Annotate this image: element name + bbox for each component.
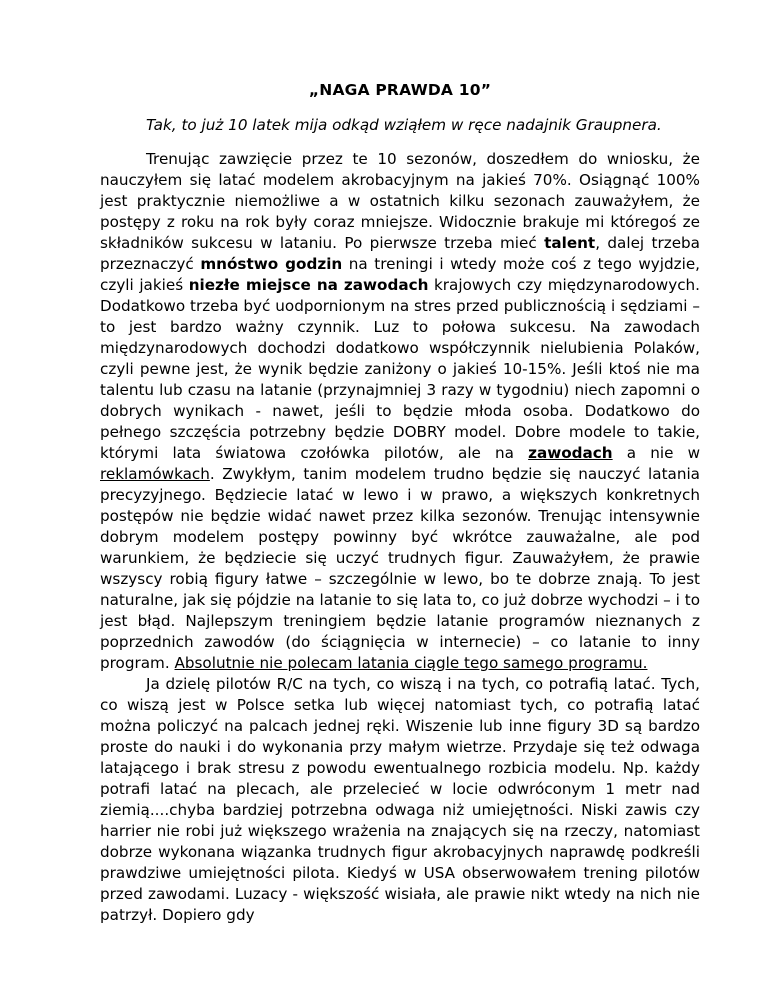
document-title: „NAGA PRAWDA 10” [308, 81, 492, 99]
paragraph-1-text-6: . Zwykłym, tanim modelem trudno będzie się nauczyć latania precyzyjnego. Będziecie latać w lewo i w prawo, a większych konkretnych postępów nie będzie widać nawet przez kilka sezonów. Trenując intensywnie dobrym modelem postępy powinny być wkrótce zauważalne, ale pod warunkiem, że będziecie się uczyć trudnych figur. Zauważyłem, że prawie wszyscy robią figury łatwe – szczególnie w lewo, bo te dobrze znają. To jest naturalne, jak się pójdzie na latanie to się lata to, co już dobrze wychodzi – i to jest błąd. Najlepszym treningiem będzie latanie programów nieznanych z poprzednich zawodów (do ściągnięcia w internecie) – co latanie to inny program. [100, 465, 700, 672]
paragraph-1-text-4: krajowych czy międzynarodowych. Dodatkowo trzeba być uodpornionym na stres przed publicznością i sędziami – to jest bardzo ważny czynnik. Luz to połowa sukcesu. Na zawodach międzynarodowych dochodzi dodatkowo współczynnik nielubienia Polaków, czyli pewne jest, że wynik będzie zaniżony o jakieś 10-15%. Jeśli ktoś nie ma talentu lub czasu na latanie (przynajmniej 3 razy w tygodniu) niech zapomni o dobrych wynikach - nawet, jeśli to będzie młoda osoba. Dodatkowo do pełnego szczęścia potrzebny będzie DOBRY model. Dobre modele to takie, którymi lata światowa czołówka pilotów, ale na [100, 276, 700, 462]
underlined-ads: reklamówkach [100, 465, 210, 483]
bold-place: niezłe miejsce na zawodach [188, 276, 429, 294]
paragraph-1-text-1: Trenując zawzięcie przez te 10 sezonów, doszedłem do wniosku, że nauczyłem się latać modelem akrobacyjnym na jakieś 70%. Osiągnąć 100% jest praktycznie niemożliwe a w ostatnich kilku sezonach zauważyłem, że postępy z roku na rok były coraz mniejsze. Widocznie brakuje mi któregoś ze składników sukcesu w lataniu. Po pierwsze trzeba mieć [100, 150, 700, 252]
underlined-advice: Absolutnie nie polecam latania ciągle tego samego programu. [174, 654, 648, 672]
paragraph-1-text-3: na treningi i wtedy może coś z tego wyjdzie, czyli jakieś [100, 255, 700, 294]
paragraph-1-text-2: , dalej trzeba przeznaczyć [100, 234, 700, 273]
paragraph-1-text-5: a nie w [612, 444, 700, 462]
bold-hours: mnóstwo godzin [200, 255, 343, 273]
bold-underlined-competitions: zawodach [528, 444, 613, 462]
bold-talent: talent [544, 234, 596, 252]
document-subtitle: Tak, to już 10 latek mija odkąd wziąłem w ręce nadajnik Graupnera. [146, 116, 662, 134]
paragraph-2: Ja dzielę pilotów R/C na tych, co wiszą i na tych, co potrafią latać. Tych, co wiszą jest w Polsce setka lub więcej natomiast tych, co potrafią latać można policzyć na palcach jednej ręki. Wiszenie lub inne figury 3D są bardzo proste do nauki i do wykonania przy małym wietrze. Przydaje się też odwaga latającego i brak stresu z powodu ewentualnego rozbicia modelu. Np. każdy potrafi latać na plecach, ale przelecieć w locie odwróconym 1 metr nad ziemią....chyba bardziej potrzebna odwaga niż umiejętności. Niski zawis czy harrier nie robi już większego wrażenia na znających się na rzeczy, natomiast dobrze wykonana wiązanka trudnych figur akrobacyjnych naprawdę podkreśli prawdziwe umiejętności pilota. Kiedyś w USA obserwowałem trening pilotów przed zawodami. Luzacy - większość wisiała, ale prawie nikt wtedy na nich nie patrzył. Dopiero gdy [100, 675, 700, 924]
paragraph-1 [100, 149, 700, 674]
